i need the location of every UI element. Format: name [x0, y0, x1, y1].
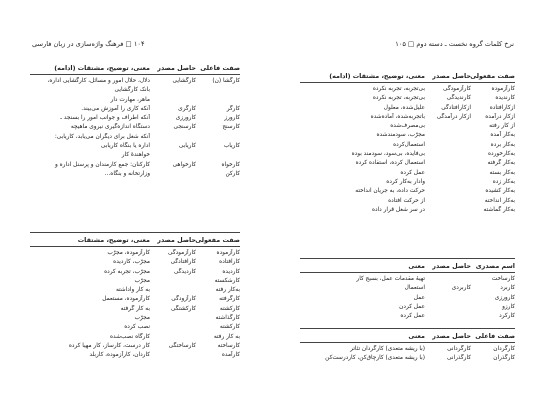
table-cell: عمل کرده — [400, 313, 425, 320]
table-row — [300, 187, 515, 196]
table-cell: کارکرد — [499, 313, 515, 320]
table-cell: بی‌تجربه، تجربه نکرده — [372, 95, 425, 102]
table-row — [30, 333, 240, 342]
table-row — [30, 342, 240, 351]
table-cell — [425, 294, 471, 303]
table-header — [30, 64, 240, 75]
table-cell: کارکشتگی — [170, 305, 196, 312]
table-cell: به‌کار انداخته — [484, 197, 515, 204]
table-cell: کارکنان: جمع کارمندان و پرسنل اداره و — [54, 161, 150, 168]
table-cell: کارندیدگی — [446, 95, 471, 102]
table-cell: کارساختگی — [168, 342, 196, 349]
table-cell: استعمال‌کرده — [393, 141, 425, 148]
table-cell: کارگذاشته — [215, 315, 240, 322]
table-cell — [150, 151, 196, 160]
table-cell: مجرّب، سودمندشده — [376, 132, 425, 139]
table-row — [300, 94, 515, 103]
table-cell: عمل — [413, 294, 425, 301]
column-header: حاصل مصدر — [157, 64, 196, 72]
table-cell: کارگرفته — [219, 296, 240, 303]
table-row — [30, 133, 240, 142]
table-cell: مجرّب — [134, 315, 150, 322]
table-cell: بی‌فایده، بی‌سود، سودمند بوده — [351, 151, 425, 158]
table-row — [300, 275, 515, 284]
table-row — [30, 96, 240, 105]
table-row — [300, 178, 515, 187]
table-cell: علیل‌شده، معلول — [383, 104, 425, 111]
table-row — [30, 351, 240, 360]
table-cell — [425, 312, 471, 321]
table-cell — [150, 314, 196, 323]
table-cell: از کار رفته — [489, 123, 515, 130]
table-row — [30, 114, 240, 123]
table-cell: کارگذران — [493, 355, 515, 362]
column-header: معنی — [408, 262, 425, 270]
table-row — [30, 86, 240, 95]
table-cell: به‌کار زده — [492, 178, 515, 185]
table-cell: دلال، حلال امور و مسائل، کارگشایی اداره، — [47, 78, 150, 84]
table-row — [30, 105, 240, 114]
column-header: حاصل مصدر — [432, 72, 471, 80]
table-cell: تهیهٔ مقدمات عمل، بسیج کار — [356, 276, 425, 282]
table-cell: بانک کارگشایی — [114, 87, 150, 94]
table-row — [30, 151, 240, 160]
table-cell: به‌کارخورده — [487, 151, 515, 158]
table-cell — [150, 323, 196, 332]
table-row — [30, 161, 240, 170]
column-header: معنی — [408, 332, 425, 340]
column-header: معنی، توضیح، مشتقات (ادامه) — [329, 72, 425, 80]
table-cell: کارآزموده — [491, 86, 515, 92]
table-cell: به‌کار کشیده — [485, 188, 515, 195]
table-row — [300, 131, 515, 140]
table-cell: عمل کردن — [399, 303, 425, 310]
table-cell: استعمال — [404, 285, 425, 292]
left-section-2 — [30, 236, 240, 361]
table-cell — [150, 170, 196, 179]
table-cell — [150, 96, 196, 105]
table-cell — [425, 131, 471, 140]
table-row — [300, 345, 515, 354]
table-cell: آنکه کاری را آموزش می‌بیند. — [81, 105, 150, 112]
table-cell: کارورزی — [175, 115, 196, 122]
table-cell: مجرّب — [134, 277, 150, 284]
table-cell: کارورز — [224, 115, 240, 122]
column-header: معنی، توضیح، مشتقات (ادامه) — [54, 64, 150, 72]
table-cell: کاربردی — [451, 285, 471, 292]
column-header: صفت مفعولی — [195, 236, 240, 244]
table-cell: کاربرد — [500, 285, 515, 292]
table-cell: به‌کار برده — [490, 141, 515, 148]
table-row — [300, 354, 515, 363]
table-cell — [425, 122, 471, 131]
table-cell: کارآزودگی — [171, 296, 196, 303]
table-header — [30, 236, 240, 247]
table-cell: دستگاه اندازه‌گیری نیروی ماهیچه — [70, 124, 150, 131]
table-cell: کارورزی — [494, 294, 515, 301]
table-cell: کارشکسته — [214, 277, 240, 284]
table-cell: کارندیده — [495, 95, 515, 102]
table-cell: کارخواهی — [172, 161, 196, 168]
table-cell: نصب کرده — [124, 324, 150, 331]
table-cell: ازکار درآمدگی — [436, 113, 471, 120]
table-cell: مجرّب، کاردیده — [113, 259, 150, 266]
table-cell — [425, 141, 471, 150]
table-cell: کارآمده — [221, 352, 240, 359]
right-section-1 — [300, 72, 515, 215]
table-cell: به‌کار گرفته — [487, 160, 515, 167]
table-cell — [425, 303, 471, 312]
table-cell: کارگری — [178, 105, 196, 112]
table-row — [30, 123, 240, 132]
table-row — [30, 142, 240, 151]
table-header — [300, 262, 515, 273]
table-cell: به‌کار گماشته — [483, 206, 515, 213]
table-cell: کارسنجی — [173, 124, 196, 131]
table-cell: کارگشا (ن) — [212, 78, 240, 84]
table-cell: کارگاه نصب‌شده — [109, 333, 150, 340]
table-cell: (با ریشه متعدی) کارگردان تئاتر — [350, 346, 425, 352]
column-header: حاصل مصدر — [432, 332, 471, 340]
table-cell: کارگردان — [493, 346, 515, 352]
table-cell: بی‌مصرف‌شده — [390, 123, 425, 130]
table-cell: عمل کرده — [400, 169, 425, 176]
table-row — [300, 197, 515, 206]
table-cell — [425, 197, 471, 206]
left-section-1 — [30, 64, 240, 179]
table-cell: مجرّب، تجربه کرده — [104, 268, 150, 275]
table-cell — [425, 150, 471, 159]
right-section-2 — [300, 262, 515, 321]
table-cell: ازکارافتاده — [489, 104, 515, 111]
table-row — [30, 77, 240, 86]
table-cell: کارگذرانی — [447, 355, 471, 362]
table-row — [300, 303, 515, 312]
table-row — [30, 286, 240, 295]
column-header: صفت فاعلی — [475, 332, 515, 340]
table-cell — [425, 275, 471, 284]
table-cell — [425, 169, 471, 178]
section-divider — [300, 258, 515, 259]
table-row — [300, 122, 515, 131]
table-cell: به کار واداشته — [115, 287, 150, 294]
table-row — [300, 159, 515, 168]
table-cell: به کار رفته — [213, 333, 240, 340]
table-cell: به‌کار رفته — [215, 287, 240, 294]
table-cell: کارگر — [226, 105, 240, 112]
table-cell: آنکه شغل برای دیگران می‌یابد، کاریابی: — [54, 133, 150, 140]
table-cell: کارکشته — [219, 305, 240, 312]
table-cell: کارکن — [225, 170, 240, 177]
table-cell — [150, 333, 196, 342]
table-cell: کارگشایی — [172, 78, 196, 84]
table-cell: در سر شغل قرار داده — [371, 206, 425, 213]
column-header: صفت مفعولی — [470, 72, 515, 80]
table-cell: کارسنج — [222, 124, 240, 131]
column-header: اسم مصدری — [475, 262, 515, 270]
table-cell: کارآزموده، مستعمل — [102, 296, 150, 303]
table-cell: کارآزموده، مجرّب — [107, 250, 150, 256]
table-cell: کاردیدگی — [173, 268, 196, 275]
table-row — [300, 294, 515, 303]
table-cell: کارخواه — [221, 161, 240, 168]
table-cell: خواهندهٔ کار — [121, 152, 150, 159]
table-cell: کارزو — [502, 303, 515, 310]
table-row — [300, 150, 515, 159]
table-cell: (با ریشه متعدی) کارچاق‌کن، کاردرست‌کن — [325, 355, 425, 362]
table-row — [300, 141, 515, 150]
table-cell: کاردان، کارآزموده، کاربلد — [89, 352, 150, 359]
table-row — [30, 295, 240, 304]
table-cell: کارآزمودگی — [167, 250, 196, 256]
table-cell: به کار گرفته — [120, 305, 150, 312]
table-row — [30, 277, 240, 286]
table-row — [300, 169, 515, 178]
right-page — [270, 0, 540, 410]
table-row — [300, 284, 515, 293]
table-cell — [150, 277, 196, 286]
page-header: نرخ کلمات گروه نخست ـ دسته دوم □ ۱۰۵ — [395, 40, 514, 48]
table-row — [30, 268, 240, 277]
table-cell: ازکارافتادگی — [441, 104, 471, 111]
column-header: حاصل مصدر — [157, 236, 196, 244]
table-cell: کارآزمودگی — [442, 86, 471, 92]
table-row — [300, 113, 515, 122]
table-cell: کاریاب — [223, 143, 240, 150]
table-cell — [196, 86, 240, 95]
table-row — [300, 104, 515, 113]
column-header: صفت فاعلی — [200, 64, 240, 72]
page-header: ۱۰۴ □ فرهنگ واژه‌سازی در زبان فارسی — [32, 40, 145, 48]
table-row — [30, 323, 240, 332]
table-cell — [425, 178, 471, 187]
table-cell: کارافتاده — [219, 259, 240, 266]
table-cell: کارافتادگی — [170, 259, 196, 266]
table-cell — [150, 133, 196, 142]
section-divider — [30, 232, 240, 233]
table-cell: کارگردانی — [447, 346, 471, 352]
table-row — [300, 206, 515, 215]
table-cell: وزارتخانه و بنگاه... — [104, 170, 150, 177]
table-header — [300, 332, 515, 343]
table-cell: کاردیده — [222, 268, 240, 275]
table-cell — [196, 133, 240, 142]
column-header: حاصل مصدر — [432, 262, 471, 270]
table-cell — [196, 96, 240, 105]
right-section-3 — [300, 332, 515, 364]
table-cell: کارساخت — [491, 276, 515, 282]
table-cell: باتجربه‌شده، آماده‌شده — [370, 113, 425, 120]
table-cell: از حرکت افتاده — [388, 197, 425, 204]
table-cell: به‌کار آمده — [490, 132, 515, 139]
table-row — [30, 305, 240, 314]
table-cell — [425, 206, 471, 215]
table-row — [300, 85, 515, 94]
table-cell: حرکت داده، به جریان انداخته — [355, 188, 425, 195]
table-row — [30, 258, 240, 267]
table-cell: کارساخته — [217, 342, 240, 349]
section-divider — [300, 328, 515, 329]
table-cell: بی‌تجربه، تجربه نکرده — [372, 86, 425, 92]
table-cell: ازکار درآمده — [485, 113, 515, 120]
table-cell — [425, 159, 471, 168]
table-cell: اداره یا بنگاه کاریابی — [100, 143, 150, 150]
table-cell — [150, 86, 196, 95]
table-row — [30, 314, 240, 323]
column-header: معنی، توضیح، مشتقات — [77, 236, 150, 244]
table-cell: وادار به‌کار کرده — [386, 178, 425, 185]
table-cell: آنکه اطراف و جوانب امور را بسنجد ـ — [60, 115, 150, 122]
table-cell: ماهر، مهارت دار — [110, 96, 150, 103]
table-row — [30, 170, 240, 179]
table-cell — [425, 187, 471, 196]
table-header — [300, 72, 515, 83]
table-cell: کارکشته — [219, 324, 240, 331]
table-cell: استعمال کرده، استفاده کرده — [355, 160, 425, 167]
table-cell — [150, 286, 196, 295]
table-cell — [150, 351, 196, 360]
table-cell: کارآزموده — [216, 250, 240, 256]
table-cell — [196, 151, 240, 160]
table-cell: به‌کار بسته — [489, 169, 515, 176]
table-row — [30, 249, 240, 258]
table-cell: کار درست، کارساز، کار مهیا کرده — [68, 342, 150, 349]
table-cell: کاریابی — [178, 143, 196, 150]
table-row — [300, 312, 515, 321]
